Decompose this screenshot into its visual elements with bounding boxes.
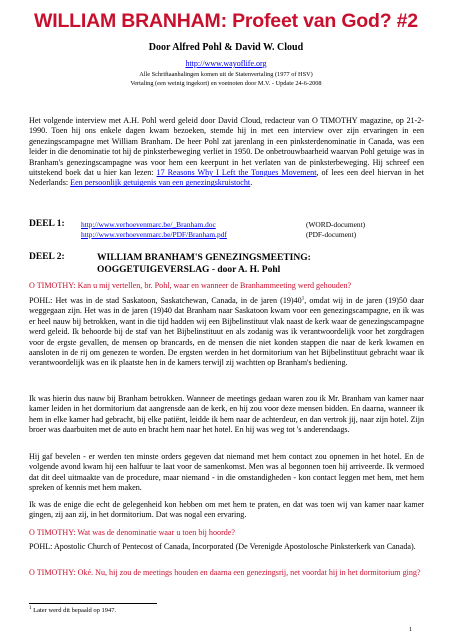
interview-question-3: O TIMOTHY: Oké. Nu, hij zou de meetings houden en daarna een genezingsrij, net voordat hij in het dormitorium ging? <box>29 568 421 577</box>
document-authors: Door Alfred Pohl & David W. Cloud <box>148 42 304 53</box>
interview-answer-1 <box>29 296 424 369</box>
footnote <box>29 607 116 614</box>
pdf-download-link[interactable]: http://www.verhoevenmarc.be/PDF/Branham.pdf <box>81 230 227 239</box>
interview-answer-3: Hij gaf bevelen - er werden ten minste orders gegeven dat niemand met hem contact zou opnemen in het hotel. En de volgende avond kwam hij een halfuur te laat voor de samenkomst. Men was al begonnen toen hij arriveerde. Ik vermoed dat dit deel uitmaakte van de procedure, maar niemand - in die omstandigheden - kon contact leggen met hem, met hem spreken of kennis met hem maken. <box>29 452 424 493</box>
pdf-format-note: (PDF-document) <box>306 230 357 239</box>
book-link[interactable]: 17 Reasons Why I Left the Tongues Movement <box>156 168 317 178</box>
interview-answer-5: POHL: Apostolic Church of Pentecost of Canada, Incorporated (De Verenigde Apostolosche Pinksterkerk van Canada). <box>29 542 416 551</box>
translation-note-line-2: Vertaling (een weinig ingekort) en voetnoten door M.V. - Update 24-6-2008 <box>130 79 322 87</box>
intro-middle: , of lees een deel hiervan in het Nederlands: <box>29 168 424 188</box>
part-2-heading-line-1: WILLIAM BRANHAM'S GENEZINGSMEETING: <box>97 253 311 263</box>
interview-question-2: O TIMOTHY: Wat was de denominatie waar u toen bij hoorde? <box>29 528 235 537</box>
footnote-divider <box>29 603 157 604</box>
part-2-heading-line-2: OOGGETUIGEVERSLAG - door A. H. Pohl <box>97 265 281 275</box>
interview-answer-2: Ik was hierin dus nauw bij Branham betrokken. Wanneer de meetings gedaan waren zou ik Mr. Branham van kamer naar kamer leiden in het dormitorium dat aangrensde aan de kerk, en hij zou voor deze mensen bidden. En daarna, wanneer ik hem in elke kamer had gebracht, bij elke patiënt, leidde ik hem naar de achterdeur, en dan vertrok jij, naar zijn hotel. Zijn broer was daarbuiten met de auto en bracht hem naar het hotel. En hij was weg tot 's anderendaags. <box>29 394 424 435</box>
part-1-section <box>29 219 429 245</box>
doc-format-note: (WORD-document) <box>306 220 366 229</box>
part-2-section <box>29 252 429 278</box>
intro-text: Het volgende interview met A.H. Pohl werd geleid door David Cloud, redacteur van O TIMOTHY magazine, op 21-2-1990. Toen hij ons enkele dagen kwam bezoeken, stemde hij in met een interview over zijn ervaringen in een genezingscampagne met William Branham. De heer Pohl zat jarenlang in een pinksterdenominatie in Canada, was een leider in die denominatie tot hij de pinksterbeweging verliet in 1950. De onbetrouwbaarheid waarvan Pohl getuige was in Branham's genezingscampagne was voor hem een keerpunt in het verlaten van de pinksterbeweging. Hij schreef een uitstekend boek dat u hier kan lezen: <box>29 116 424 178</box>
translation-note <box>0 71 452 88</box>
footnote-text: Later werd dit bepaald op 1947. <box>33 607 117 614</box>
part-2-heading <box>97 252 427 276</box>
testimony-link[interactable]: Een persoonlijk getuigenis van een genezingskruistocht <box>70 178 251 188</box>
pdf-link-row <box>81 230 357 239</box>
doc-link-row <box>81 220 366 229</box>
intro-end: . <box>250 178 253 188</box>
intro-paragraph <box>29 116 424 189</box>
footnote-number: 1 <box>29 605 32 611</box>
document-title: WILLIAM BRANHAM: Profeet van God? #2 <box>34 10 418 32</box>
interview-answer-4: Ik was de enige die echt de gelegenheid kon hebben om met hem te praten, en dat was toen wij van kamer naar kamer gingen, zij aan zij, in het dormitorium. Dat was nogal een ervaring. <box>29 500 424 520</box>
translation-note-line-1: Alle Schriftaanhalingen komen uit de Statenvertaling (1977 of HSV) <box>139 71 313 78</box>
website-link[interactable]: http://www.wayoflife.org <box>185 59 267 68</box>
page-number: 1 <box>409 626 413 633</box>
answer-1-text-a: POHL: Het was in de stad Saskatoon, Saskatchewan, Canada, in de jaren (19)40 <box>29 296 302 305</box>
part-2-label: DEEL 2: <box>29 252 65 262</box>
footnote-reference: 1 <box>301 296 305 302</box>
answer-1-text-b: , omdat wij in de jaren (19)50 daar weggegaan zijn. Het was in de jaren (19)40 dat Branham naar Saskatoon kwam voor een genezingscampagne, en ik was er heel nauw bij betrokken, want in die tijd hadden wij een Bijbelinstituut vlak naast de kerk waar de genezingscampagne werd geleid. Ik behoorde bij de staf van het Bijbelinstituut en als zodanig was ik verantwoordelijk voor het zorgdragen voor de ergste gevallen, de mensen op brancards, en de mensen die niet konden stappen die naar de kerk kwamen en aansloten in de rij om genezen te worden. De ergsten werden in het dormitorium van het Bijbelinstituut gebracht waar ik verantwoordelijk was en ik plaatste hen in de kamers terwijl zij wachtten op Branham's bediening. <box>29 296 424 368</box>
interview-question-1: O TIMOTHY: Kan u mij vertellen, br. Pohl, waar en wanneer de Branhammeeting werd gehouden? <box>29 281 352 290</box>
part-1-label: DEEL 1: <box>29 219 65 229</box>
website-line <box>0 59 452 68</box>
doc-download-link[interactable]: http://www.verhoevenmarc.be/_Branham.doc <box>81 220 216 229</box>
